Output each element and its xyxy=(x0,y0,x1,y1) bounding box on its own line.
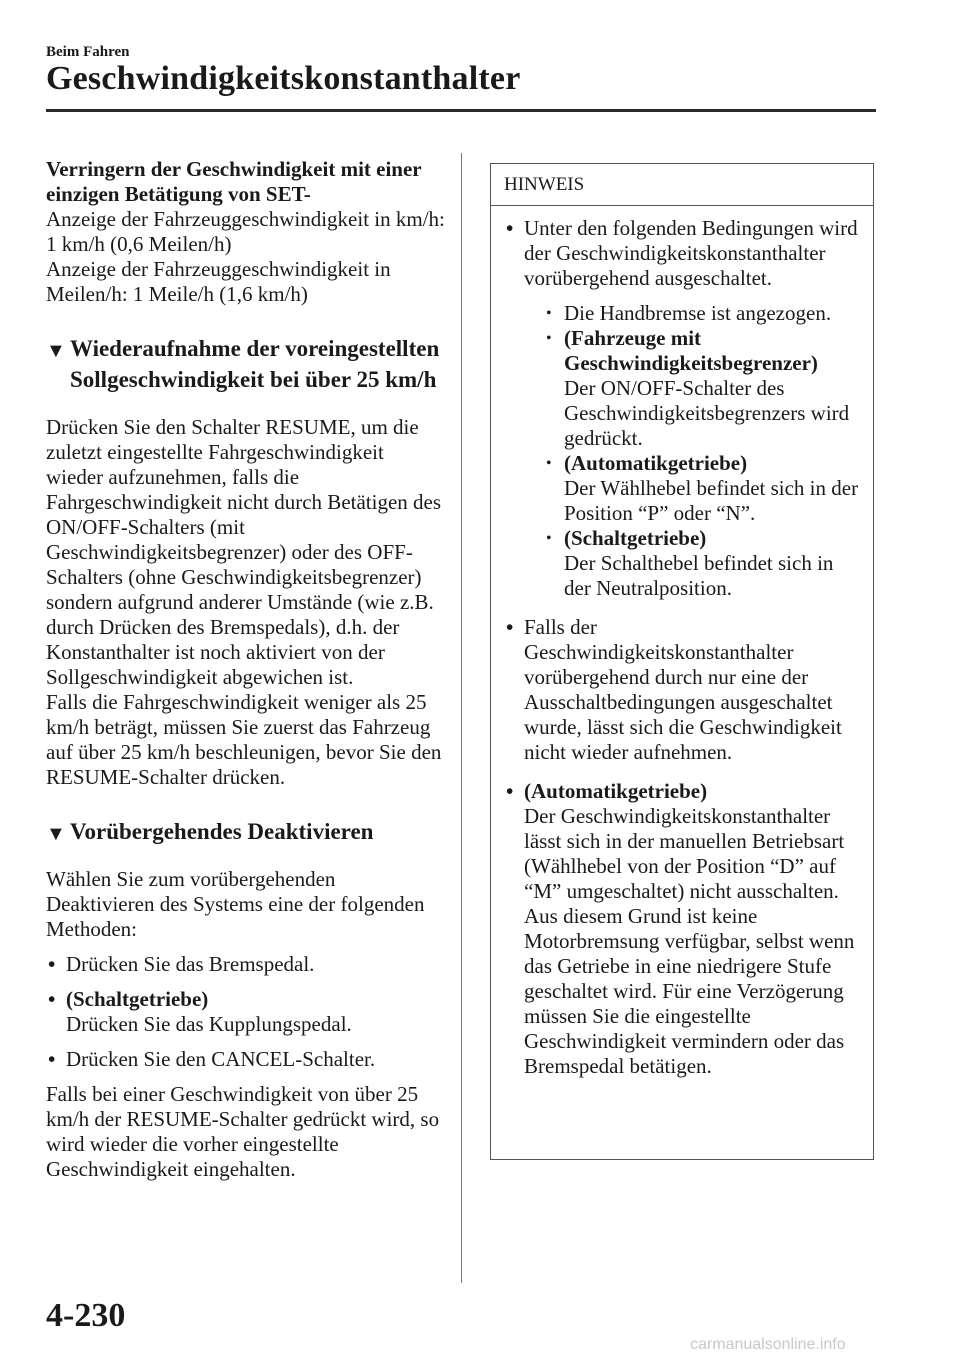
deactivate-heading-text: Vorübergehendes Deaktivieren xyxy=(70,819,374,844)
note-box xyxy=(490,163,874,1160)
small-bullet-icon: • xyxy=(546,530,552,547)
note-subitem xyxy=(544,301,863,326)
deactivate-intro: Wählen Sie zum vorübergehenden Deaktivieren des Systems eine der folgenden Methoden: xyxy=(46,867,425,941)
deactivate-outro: Falls bei einer Geschwindigkeit von über 25 km/h der RESUME-Schalter gedrückt wird, so wird wieder die vorher eingestellte Geschwindigkeit eingehalten. xyxy=(46,1082,440,1181)
list-item-bold: (Schaltgetriebe) xyxy=(66,987,209,1011)
note-item xyxy=(504,615,863,765)
note-item-bold: (Automatikgetriebe) xyxy=(524,779,708,803)
set-heading: Verringern der Geschwindigkeit mit einer einzigen Betätigung von SET- xyxy=(46,157,422,206)
small-bullet-icon: • xyxy=(546,305,552,322)
note-sublist xyxy=(544,301,863,601)
list-item xyxy=(46,1047,446,1072)
watermark: carmanualsonline.info xyxy=(690,1336,846,1353)
bullet-icon: • xyxy=(48,1047,56,1071)
set-line-mph: Anzeige der Fahrzeuggeschwindigkeit in Meilen/h: 1 Meile/h (1,6 km/h) xyxy=(46,257,391,306)
note-subitem-bold: (Schaltgetriebe) xyxy=(564,526,707,550)
note-subitem-text: Der ON/OFF-Schalter des Geschwindigkeitsbegrenzers wird gedrückt. xyxy=(564,376,850,450)
small-bullet-icon: • xyxy=(546,330,552,347)
title-rule xyxy=(46,109,876,112)
list-item xyxy=(46,987,446,1037)
note-body xyxy=(491,206,873,1079)
list-item-text: Drücken Sie das Bremspedal. xyxy=(66,952,315,976)
set-line-kmh: Anzeige der Fahrzeuggeschwindigkeit in km/h: 1 km/h (0,6 Meilen/h) xyxy=(46,207,445,256)
deactivate-heading xyxy=(46,816,446,847)
note-item xyxy=(504,216,863,601)
note-subitem-text: Die Handbremse ist angezogen. xyxy=(564,301,832,325)
note-item-text: Der Geschwindigkeitskonstanthalter lässt sich in der manuellen Betriebsart (Wählhebel von der Position “D” auf “M” umgeschaltet) nicht ausschalten. Aus diesem Grund ist keine Motorbremsung verfügbar, selbst wenn das Getriebe in eine niedrigere Stufe geschaltet wird. Für eine Verzögerung müssen Sie die eingestellte Geschwindigkeit vermindern oder das Bremspedal betätigen. xyxy=(524,804,855,1078)
note-item-text: Falls der Geschwindigkeitskonstanthalter vorübergehend durch nur eine der Ausschaltbedingungen ausgeschaltet wurde, lässt sich die Geschwindigkeit nicht wieder aufnehmen. xyxy=(524,615,842,764)
resume-heading xyxy=(46,333,446,395)
section-label: Beim Fahren xyxy=(46,44,130,60)
bullet-icon: • xyxy=(506,216,514,240)
page-title: Geschwindigkeitskonstanthalter xyxy=(46,60,521,97)
note-subitem-text: Der Wählhebel befindet sich in der Position “P” oder “N”. xyxy=(564,476,859,525)
note-subitem-bold: (Fahrzeuge mit Geschwindigkeitsbegrenzer) xyxy=(564,326,818,375)
note-subitem-text: Der Schalthebel befindet sich in der Neutralposition. xyxy=(564,551,834,600)
list-item-text: Drücken Sie den CANCEL-Schalter. xyxy=(66,1047,376,1071)
small-bullet-icon: • xyxy=(546,455,552,472)
note-subitem xyxy=(544,526,863,601)
list-item xyxy=(46,952,446,977)
note-item xyxy=(504,779,863,1079)
resume-paragraph-1: Drücken Sie den Schalter RESUME, um die zuletzt eingestellte Fahrgeschwindigkeit wieder aufzunehmen, falls die Fahrgeschwindigkeit nicht durch Betätigen des ON/OFF-Schalters (mit Geschwindigkeitsbegrenzer) oder des OFF-Schalters (ohne Geschwindigkeitsbegrenzer) sondern aufgrund anderer Umstände (wie z.B. durch Drücken des Bremspedals), d.h. der Konstanthalter ist noch aktiviert von der Sollgeschwindigkeit abgewichen ist. xyxy=(46,415,442,689)
column-divider xyxy=(461,153,462,1283)
bullet-icon: • xyxy=(506,615,514,639)
triangle-down-icon: ▼ xyxy=(46,823,66,845)
note-label: HINWEIS xyxy=(491,164,873,206)
resume-heading-text: Wiederaufnahme der voreingestellten Sollgeschwindigkeit bei über 25 km/h xyxy=(70,336,440,392)
list-item-text: Drücken Sie das Kupplungspedal. xyxy=(66,1012,352,1036)
note-item-text: Unter den folgenden Bedingungen wird der Geschwindigkeitskonstanthalter vorübergehend ausgeschaltet. xyxy=(524,216,858,290)
note-subitem xyxy=(544,326,863,451)
bullet-icon: • xyxy=(506,779,514,803)
page-number: 4-230 xyxy=(46,1297,126,1334)
bullet-icon: • xyxy=(48,952,56,976)
note-subitem-bold: (Automatikgetriebe) xyxy=(564,451,748,475)
bullet-icon: • xyxy=(48,987,56,1011)
left-column xyxy=(46,157,446,1182)
note-subitem xyxy=(544,451,863,526)
triangle-down-icon: ▼ xyxy=(46,340,66,362)
resume-paragraph-2: Falls die Fahrgeschwindigkeit weniger als 25 km/h beträgt, müssen Sie zuerst das Fahrzeug auf über 25 km/h beschleunigen, bevor Sie den RESUME-Schalter drücken. xyxy=(46,690,442,789)
